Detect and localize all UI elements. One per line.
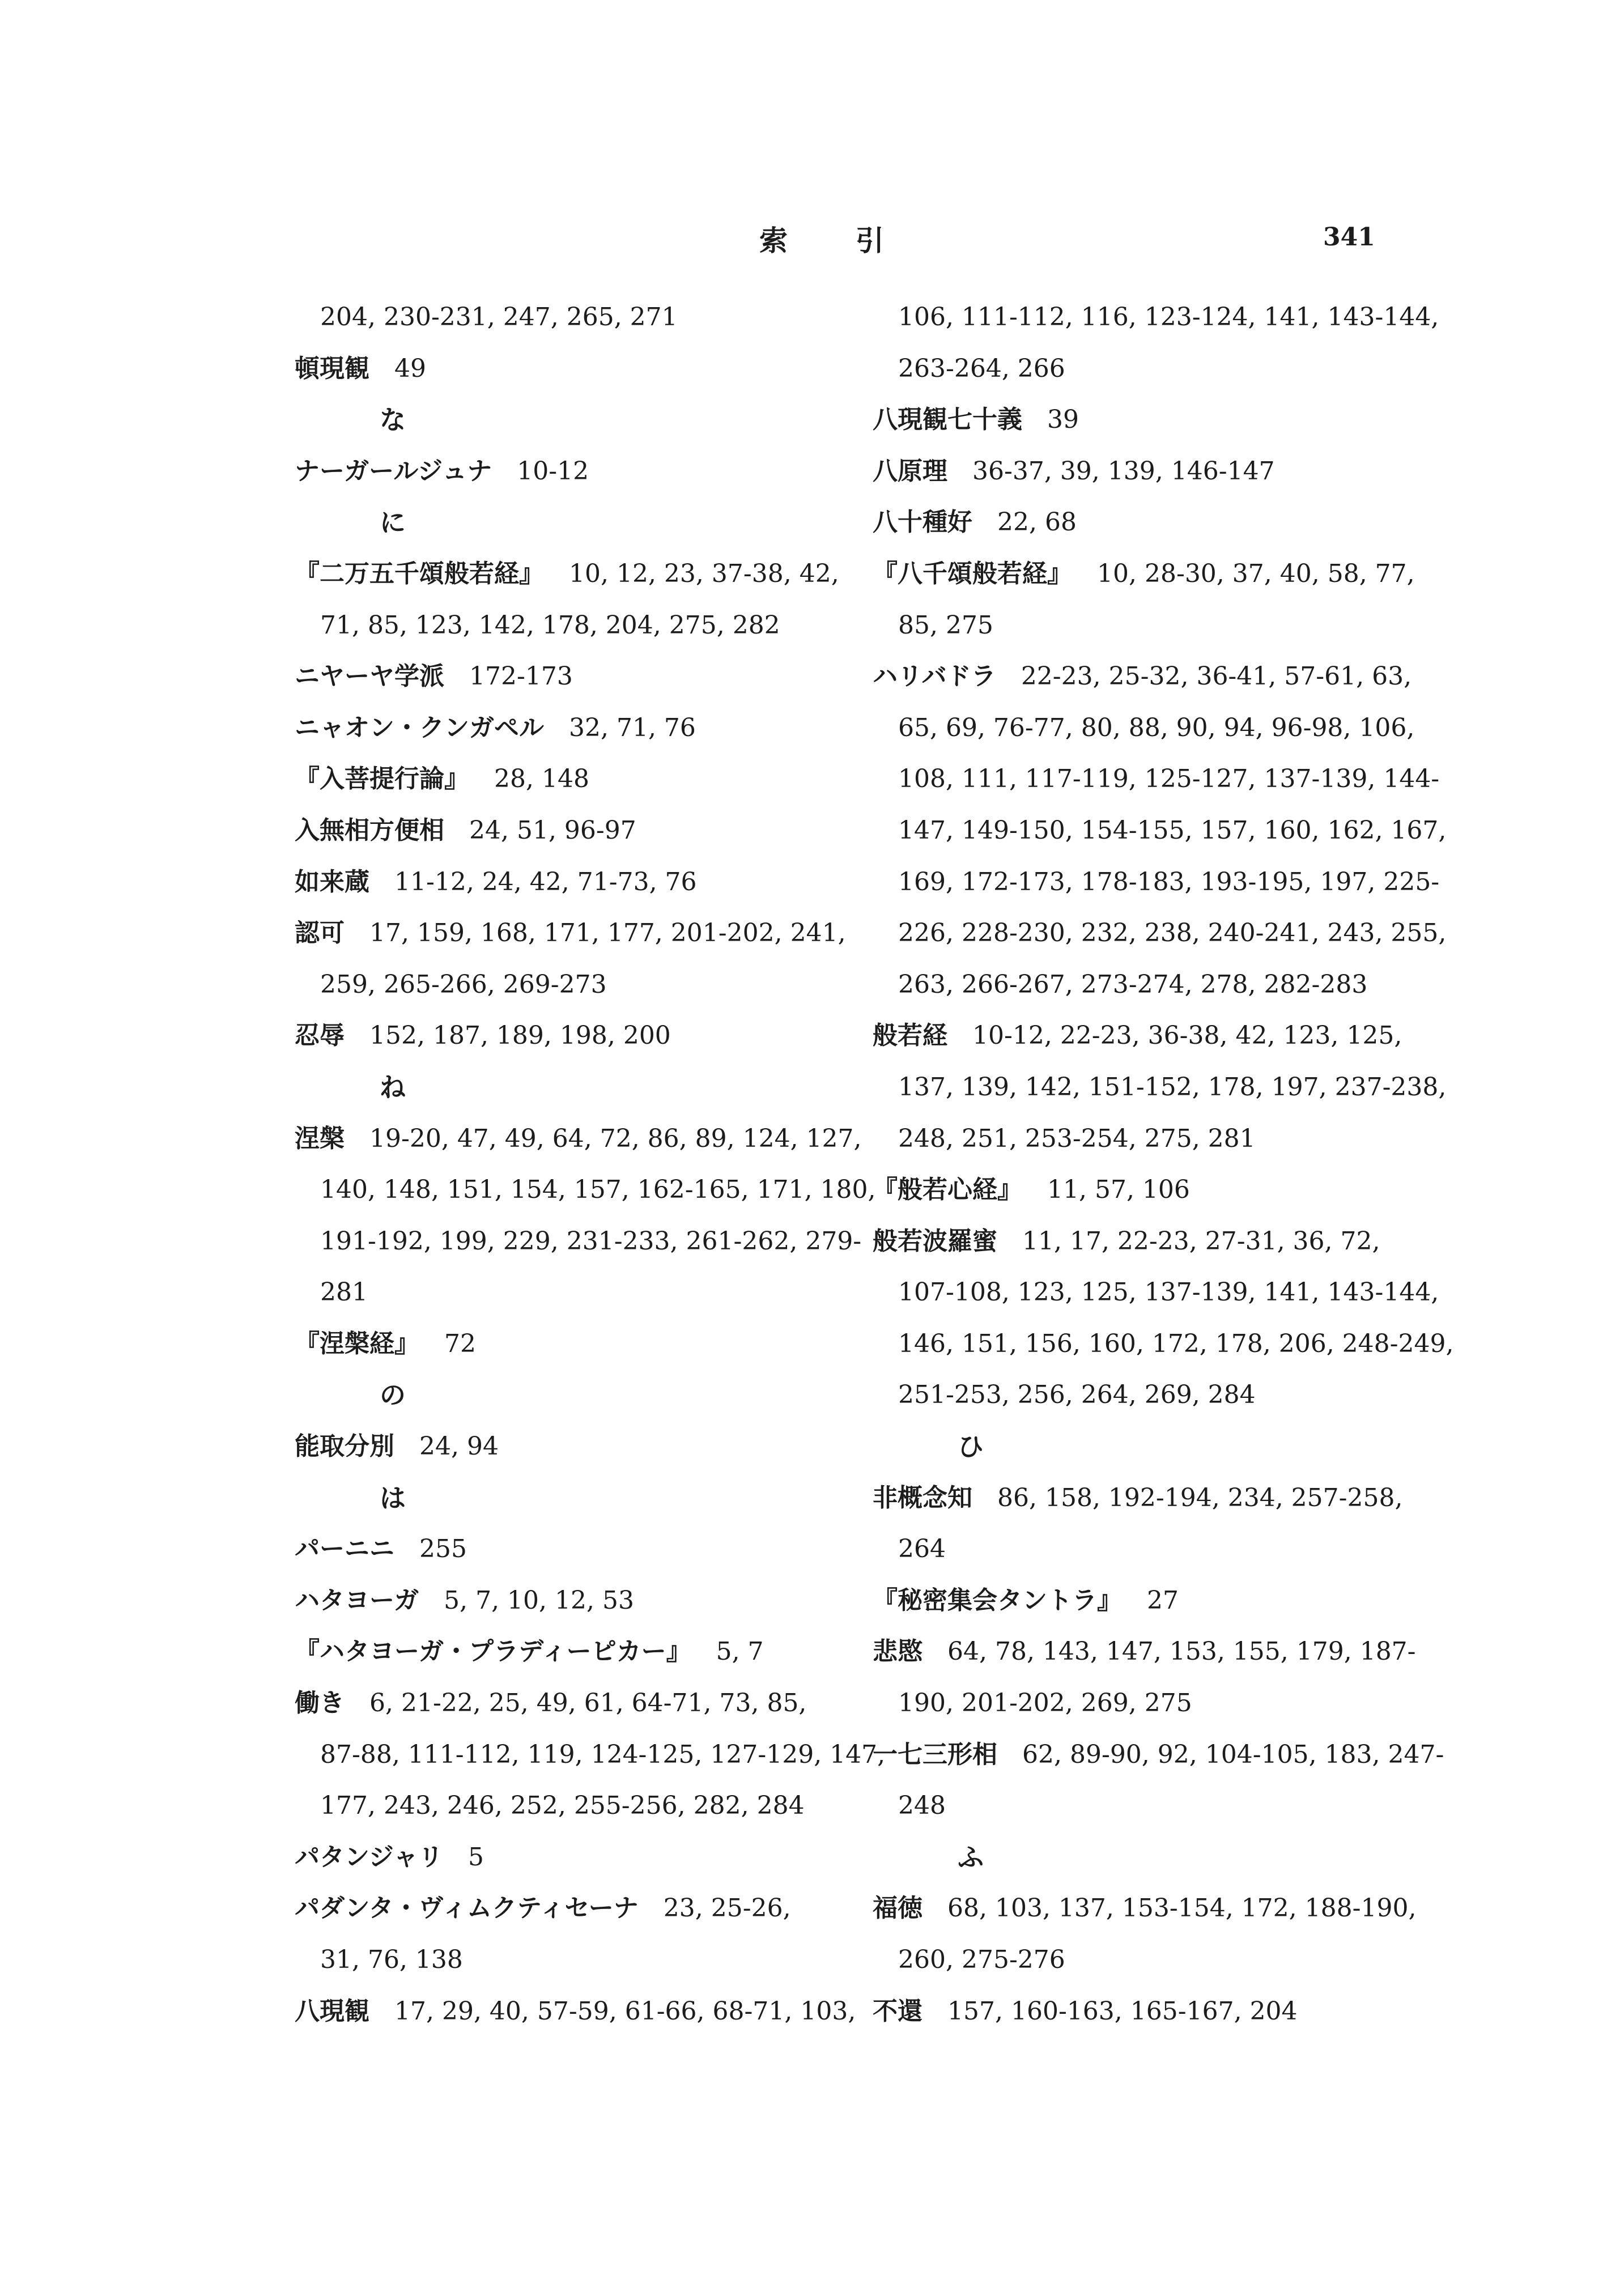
index-entry: [295, 1626, 850, 1678]
index-entry: [873, 1216, 1428, 1268]
index-continuation-line: 259, 265-266, 269-273: [320, 970, 607, 999]
index-continuation-line: 177, 243, 246, 252, 255-256, 282, 284: [320, 1791, 805, 1821]
index-term: ハタヨーガ: [295, 1585, 419, 1615]
index-continuation-line: 107-108, 123, 125, 137-139, 141, 143-144,: [898, 1278, 1439, 1307]
index-page-refs: 17, 159, 168, 171, 177, 201-202, 241,: [369, 919, 846, 948]
index-continuation-line: 226, 228-230, 232, 238, 240-241, 243, 255,: [898, 919, 1447, 948]
index-term: 八現観七十義: [873, 405, 1022, 435]
index-term: ニャオン・クンガペル: [295, 713, 544, 742]
index-term: 八十種好: [873, 508, 972, 537]
index-page-refs: 22-23, 25-32, 36-41, 57-61, 63,: [1021, 662, 1412, 691]
index-entry: [873, 446, 1428, 498]
kana-section-heading: ね: [380, 1072, 406, 1103]
index-term: 『八千頌般若経』: [873, 559, 1072, 588]
kana-section-heading: は: [380, 1482, 406, 1513]
index-term: 頓現観: [295, 354, 369, 383]
index-continuation-line: 106, 111-112, 116, 123-124, 141, 143-144,: [898, 303, 1439, 331]
index-entry: [295, 651, 850, 703]
running-head: [759, 218, 884, 259]
index-entry: [295, 343, 850, 395]
index-column-left: [295, 292, 886, 2037]
index-continuation-line: 204, 230-231, 247, 265, 271: [320, 303, 678, 331]
index-page-refs: 86, 158, 192-194, 234, 257-258,: [997, 1483, 1403, 1512]
index-column-right: [873, 292, 1454, 2037]
index-page-refs: 39: [1047, 405, 1079, 435]
index-entry: [873, 1473, 1428, 1524]
index-term: 般若波羅蜜: [873, 1226, 997, 1256]
index-continuation-line: 140, 148, 151, 154, 157, 162-165, 171, 180,: [320, 1175, 876, 1205]
index-term: 八原理: [873, 456, 947, 486]
index-term: 八現観: [295, 1996, 369, 2026]
index-entry: [295, 754, 850, 805]
index-page-refs: 10-12: [517, 456, 589, 486]
index-continuation-line: 264: [898, 1534, 946, 1564]
index-page-refs: 5, 7: [716, 1637, 764, 1666]
index-term: 『涅槃経』: [295, 1329, 419, 1358]
index-entry: [295, 1113, 862, 1165]
index-page-refs: 11-12, 24, 42, 71-73, 76: [394, 867, 697, 896]
index-entry: [873, 549, 1428, 600]
index-entry: [295, 1319, 850, 1370]
kana-section-heading: ひ: [958, 1431, 984, 1462]
index-continuation-line: 263-264, 266: [898, 354, 1065, 383]
index-continuation-line: 191-192, 199, 229, 231-233, 261-262, 279-: [320, 1226, 862, 1256]
index-page-refs: 17, 29, 40, 57-59, 61-66, 68-71, 103,: [394, 1996, 856, 2026]
index-continuation-line: 71, 85, 123, 142, 178, 204, 275, 282: [320, 610, 780, 640]
kana-section-heading: の: [380, 1380, 406, 1411]
index-entry: [295, 1986, 856, 2038]
index-page-refs: 64, 78, 143, 147, 153, 155, 179, 187-: [947, 1637, 1416, 1666]
index-page-refs: 172-173: [469, 662, 573, 691]
index-entry: [873, 1010, 1428, 1062]
index-entry: [295, 549, 850, 600]
index-term: 悲愍: [873, 1637, 922, 1666]
index-page-refs: 23, 25-26,: [663, 1894, 791, 1923]
index-continuation-line: 260, 275-276: [898, 1945, 1065, 1974]
kana-section-heading: に: [380, 507, 406, 538]
page-number: 341: [1323, 223, 1375, 252]
index-term: 認可: [295, 919, 345, 948]
index-term: ナーガールジュナ: [295, 456, 492, 486]
index-page-refs: 22, 68: [997, 508, 1077, 537]
index-entry: [873, 1575, 1428, 1627]
index-term: 忍辱: [295, 1021, 345, 1051]
index-page-refs: 157, 160-163, 165-167, 204: [947, 1996, 1298, 2026]
index-entry: [873, 394, 1428, 446]
index-continuation-line: 146, 151, 156, 160, 172, 178, 206, 248-249,: [898, 1329, 1454, 1358]
index-entry: [873, 1883, 1428, 1934]
index-continuation-line: 251-253, 256, 264, 269, 284: [898, 1380, 1256, 1410]
index-term: 不還: [873, 1996, 922, 2026]
index-continuation-line: 248, 251, 253-254, 275, 281: [898, 1124, 1256, 1153]
index-page-refs: 49: [394, 354, 426, 383]
index-term: ハリバドラ: [873, 662, 996, 691]
index-page-refs: 24, 94: [419, 1432, 499, 1461]
index-term: 『般若心経』: [873, 1175, 1022, 1205]
index-page-refs: 11, 17, 22-23, 27-31, 36, 72,: [1022, 1226, 1380, 1256]
index-entry: [873, 651, 1428, 703]
index-page-refs: 27: [1147, 1585, 1179, 1615]
index-term: ニヤーヤ学派: [295, 662, 444, 691]
index-entry: [873, 497, 1428, 549]
index-page-refs: 10, 12, 23, 37-38, 42,: [569, 559, 839, 588]
index-continuation-line: 281: [320, 1278, 368, 1307]
index-page-refs: 6, 21-22, 25, 49, 61, 64-71, 73, 85,: [369, 1689, 807, 1718]
kana-section-heading: な: [380, 405, 406, 436]
index-term: パタンジャリ: [295, 1842, 444, 1872]
index-page-refs: 68, 103, 137, 153-154, 172, 188-190,: [947, 1894, 1417, 1923]
index-continuation-line: 108, 111, 117-119, 125-127, 137-139, 144-: [898, 764, 1440, 794]
index-term: 能取分別: [295, 1432, 394, 1461]
index-term: 一七三形相: [873, 1740, 997, 1769]
index-continuation-line: 190, 201-202, 269, 275: [898, 1689, 1192, 1718]
index-continuation-line: 31, 76, 138: [320, 1945, 463, 1974]
index-page-refs: 10, 28-30, 37, 40, 58, 77,: [1097, 559, 1415, 588]
index-entry: [295, 1575, 850, 1627]
index-term: 非概念知: [873, 1483, 972, 1512]
kana-section-heading: ふ: [958, 1842, 984, 1873]
index-term: 『ハタヨーガ・プラディーピカー』: [295, 1637, 691, 1666]
index-continuation-line: 169, 172-173, 178-183, 193-195, 197, 225-: [898, 867, 1440, 896]
index-entry: [295, 1832, 850, 1883]
index-term: 『入菩提行論』: [295, 764, 469, 794]
index-continuation-line: 147, 149-150, 154-155, 157, 160, 162, 167,: [898, 815, 1447, 845]
index-entry: [295, 1678, 850, 1729]
index-term: 般若経: [873, 1021, 947, 1051]
index-term: 入無相方便相: [295, 815, 444, 845]
index-entry: [295, 908, 850, 959]
index-term: 働き: [295, 1689, 345, 1718]
index-entry: [873, 1986, 1428, 2038]
index-page-refs: 5, 7, 10, 12, 53: [444, 1585, 634, 1615]
index-page-refs: 5: [468, 1842, 484, 1872]
index-term: パーニニ: [295, 1534, 394, 1564]
index-continuation-line: 65, 69, 76-77, 80, 88, 90, 94, 96-98, 106,: [898, 713, 1415, 742]
index-continuation-line: 263, 266-267, 273-274, 278, 282-283: [898, 970, 1368, 999]
index-page-refs: 10-12, 22-23, 36-38, 42, 123, 125,: [972, 1021, 1402, 1051]
index-entry: [873, 1164, 1428, 1216]
index-page-refs: 11, 57, 106: [1047, 1175, 1190, 1205]
index-page-refs: 72: [444, 1329, 476, 1358]
index-entry: [295, 1524, 850, 1575]
index-page-refs: 152, 187, 189, 198, 200: [369, 1021, 671, 1051]
index-continuation-line: 87-88, 111-112, 119, 124-125, 127-129, 147,: [320, 1740, 886, 1769]
index-term: 『秘密集会タントラ』: [873, 1585, 1122, 1615]
index-entry: [295, 1421, 850, 1473]
index-term: 『二万五千頌般若経』: [295, 559, 544, 588]
index-page-refs: 24, 51, 96-97: [469, 815, 636, 845]
index-page-refs: 19-20, 47, 49, 64, 72, 86, 89, 124, 127,: [369, 1124, 862, 1153]
index-continuation-line: 248: [898, 1791, 946, 1821]
index-entry: [873, 1729, 1444, 1781]
index-page-refs: 62, 89-90, 92, 104-105, 183, 247-: [1022, 1740, 1444, 1769]
index-term: 涅槃: [295, 1124, 345, 1153]
index-page-refs: 36-37, 39, 139, 146-147: [972, 456, 1275, 486]
index-entry: [295, 703, 850, 754]
index-continuation-line: 137, 139, 142, 151-152, 178, 197, 237-238,: [898, 1072, 1447, 1102]
index-entry: [873, 1626, 1428, 1678]
index-page-refs: 28, 148: [494, 764, 589, 794]
index-entry: [295, 805, 850, 857]
running-head-char-1: 索: [759, 224, 788, 257]
index-entry: [295, 857, 850, 908]
index-page-refs: 32, 71, 76: [569, 713, 696, 742]
index-term: パダンタ・ヴィムクティセーナ: [295, 1894, 639, 1923]
index-page-refs: 255: [419, 1534, 467, 1564]
running-head-char-2: 引: [856, 224, 884, 257]
index-term: 福徳: [873, 1894, 922, 1923]
index-term: 如来蔵: [295, 867, 369, 896]
index-entry: [295, 1883, 850, 1934]
index-continuation-line: 85, 275: [898, 610, 993, 640]
index-entry: [295, 1010, 850, 1062]
index-entry: [295, 446, 850, 498]
